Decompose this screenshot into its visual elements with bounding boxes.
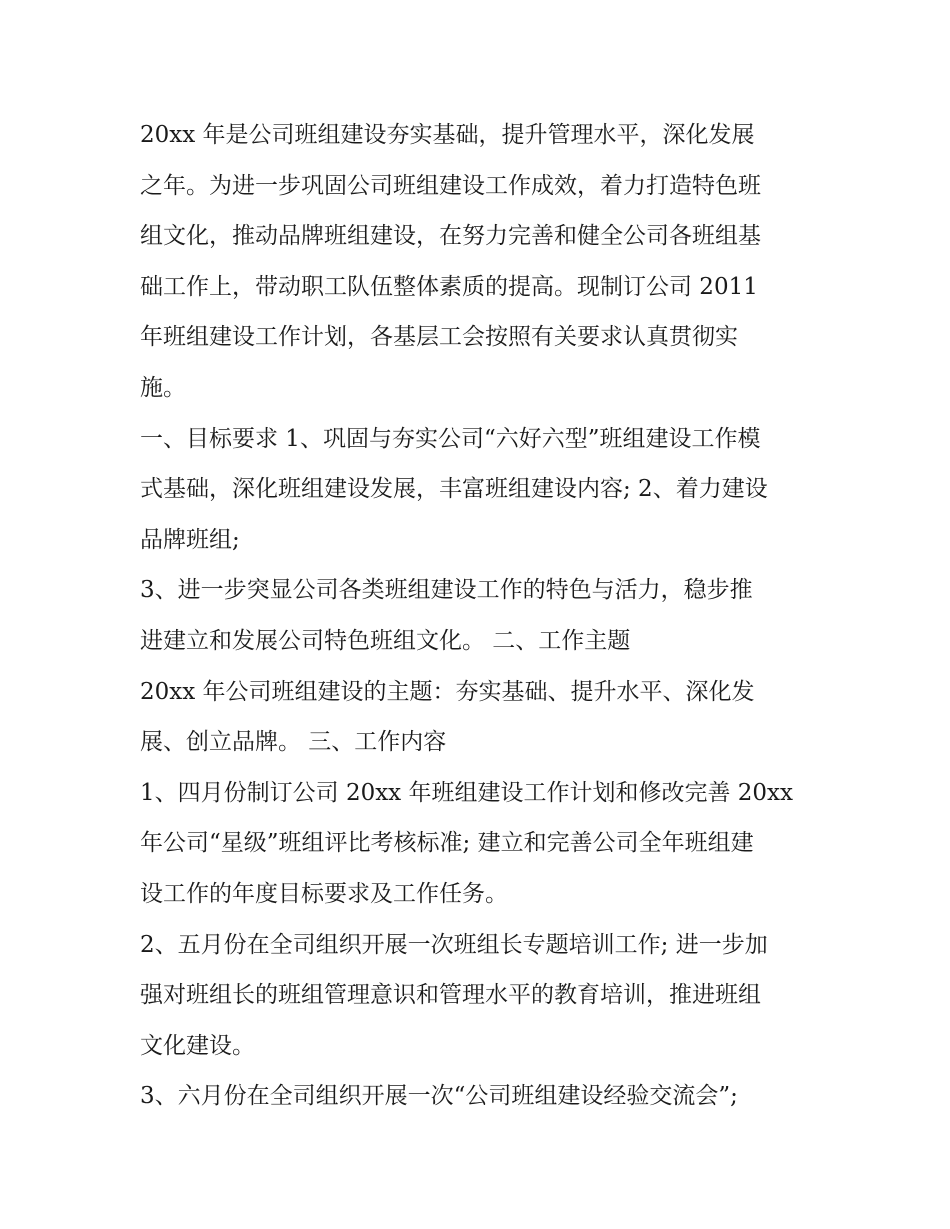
text-line: 3、进一步突显公司各类班组建设工作的特色与活力，稳步推 [140,577,753,604]
text-line: 年公司“星级”班组评比考核标准; 建立和完善公司全年班组建 [140,830,754,857]
text-line: 一、目标要求 1、巩固与夯实公司“六好六型”班组建设工作模 [140,425,761,452]
text-line: 文化建设。 [140,1032,255,1059]
text-line: 20xx 年公司班组建设的主题：夯实基础、提升水平、深化发 [140,678,755,705]
text-line: 式基础，深化班组建设发展，丰富班组建设内容; 2、着力建设 [140,476,768,503]
text-line: 强对班组长的班组管理意识和管理水平的教育培训，推进班组 [140,982,761,1009]
text-line: 1、四月份制订公司 20xx 年班组建设工作计划和修改完善 20xx [140,779,793,806]
text-line: 组文化，推动品牌班组建设，在努力完善和健全公司各班组基 [140,223,761,250]
text-line: 年班组建设工作计划，各基层工会按照有关要求认真贯彻实 [140,324,738,351]
text-line: 20xx 年是公司班组建设夯实基础，提升管理水平，深化发展 [140,122,755,148]
text-line: 品牌班组; [140,526,240,553]
text-line: 3、六月份在全司组织开展一次“公司班组建设经验交流会”; [140,1083,738,1110]
text-line: 设工作的年度目标要求及工作任务。 [140,880,508,907]
text-line: 础工作上，带动职工队伍整体素质的提高。现制订公司 2011 [140,273,758,300]
text-line: 施。 [140,374,186,401]
document-body [140,110,830,1122]
text-line: 展、创立品牌。 三、工作内容 [140,729,447,756]
text-line: 之年。为进一步巩固公司班组建设工作成效，着力打造特色班 [140,172,761,199]
text-line: 进建立和发展公司特色班组文化。 二、工作主题 [140,627,631,654]
text-line: 2、五月份在全司组织开展一次班组长专题培训工作; 进一步加 [140,931,768,958]
